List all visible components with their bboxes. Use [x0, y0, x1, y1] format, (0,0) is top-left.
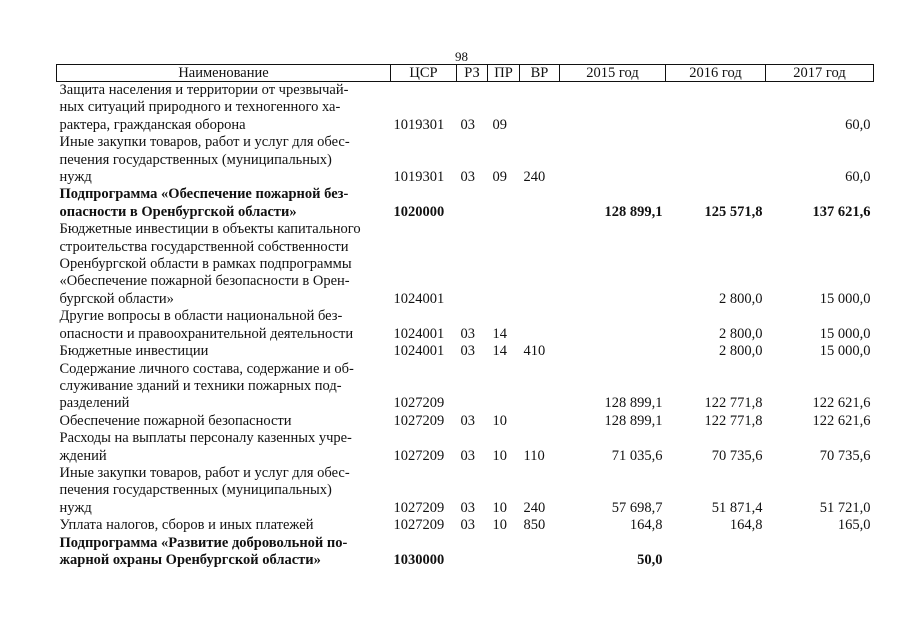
rz-cell: 03	[460, 412, 475, 429]
budget-table	[56, 64, 874, 569]
header-vr: ВР	[520, 65, 560, 82]
pr-cell	[488, 221, 520, 308]
pr-cell	[488, 361, 520, 413]
csr-cell: 1024001	[393, 343, 445, 360]
csr-cell: 1020000	[393, 203, 445, 220]
vr-cell	[520, 361, 560, 413]
vr-cell: 410	[523, 343, 546, 360]
row-name-line: печения государственных (муниципальных)	[59, 151, 332, 168]
value-2016-cell: 122 771,8	[704, 412, 763, 429]
rz-cell: 03	[460, 517, 475, 534]
vr-cell	[520, 82, 560, 135]
pr-cell: 09	[492, 116, 507, 133]
value-2015-cell: 164,8	[629, 517, 663, 534]
rz-cell	[457, 535, 488, 570]
header-csr: ЦСР	[391, 65, 457, 82]
value-2016-cell	[666, 535, 766, 570]
rz-cell: 03	[460, 116, 475, 133]
row-name-cell	[57, 465, 391, 517]
value-2016-cell: 2 800,0	[719, 290, 763, 307]
csr-cell: 1027209	[393, 499, 445, 516]
value-2015-cell	[560, 134, 666, 186]
rz-cell	[457, 361, 488, 413]
row-name-cell	[57, 343, 391, 360]
table-row	[57, 430, 874, 465]
row-name-line: печения государственных (муниципальных)	[59, 482, 332, 499]
row-name-line: нужд	[59, 169, 92, 186]
value-2017-cell	[766, 535, 874, 570]
row-name-line: Оренбургской области в рамках подпрограммы	[59, 256, 352, 273]
value-2016-cell: 70 735,6	[711, 447, 763, 464]
table-row	[57, 308, 874, 343]
value-2016-cell: 2 800,0	[719, 343, 763, 360]
rz-cell: 03	[460, 499, 475, 516]
vr-cell: 240	[523, 169, 546, 186]
csr-cell: 1024001	[393, 325, 445, 342]
value-2017-cell: 122 621,6	[812, 412, 871, 429]
pr-cell	[488, 186, 520, 221]
row-name-cell	[57, 308, 391, 343]
csr-cell: 1030000	[393, 551, 445, 568]
value-2016-cell: 51 871,4	[711, 499, 763, 516]
csr-cell: 1027209	[393, 412, 445, 429]
vr-cell: 850	[523, 517, 546, 534]
value-2017-cell: 165,0	[837, 517, 871, 534]
header-2015: 2015 год	[560, 65, 666, 82]
row-name-line: разделений	[59, 395, 130, 412]
value-2017-cell: 122 621,6	[812, 395, 871, 412]
csr-cell: 1024001	[393, 290, 445, 307]
csr-cell: 1019301	[393, 169, 445, 186]
pr-cell: 10	[492, 447, 507, 464]
value-2017-cell: 137 621,6	[812, 203, 871, 220]
value-2015-cell	[560, 221, 666, 308]
table-row	[57, 517, 874, 534]
value-2015-cell: 57 698,7	[611, 499, 663, 516]
row-name-cell	[57, 430, 391, 465]
vr-cell: 110	[523, 447, 545, 464]
row-name-line: Бюджетные инвестиции	[59, 343, 209, 360]
vr-cell	[520, 221, 560, 308]
vr-cell	[520, 413, 560, 430]
row-name-line: опасности и правоохранительной деятельности	[59, 325, 354, 342]
table-row	[57, 535, 874, 570]
table-row	[57, 361, 874, 413]
row-name-cell	[57, 221, 391, 308]
row-name-line: Уплата налогов, сборов и иных платежей	[59, 517, 314, 534]
table-header-row	[57, 65, 874, 82]
value-2017-cell: 15 000,0	[819, 290, 871, 307]
value-2016-cell: 2 800,0	[719, 325, 763, 342]
table-row	[57, 221, 874, 308]
row-name-cell	[57, 517, 391, 534]
pr-cell: 14	[492, 343, 507, 360]
csr-cell: 1027209	[393, 447, 445, 464]
row-name-line: Содержание личного состава, содержание и об-	[59, 360, 354, 377]
value-2017-cell: 15 000,0	[819, 325, 871, 342]
value-2017-cell: 60,0	[845, 169, 871, 186]
rz-cell	[457, 221, 488, 308]
csr-cell: 1019301	[393, 116, 445, 133]
table-row	[57, 465, 874, 517]
value-2017-cell: 15 000,0	[819, 343, 871, 360]
row-name-line: Подпрограмма «Обеспечение пожарной без-	[59, 186, 349, 203]
pr-cell: 14	[492, 325, 507, 342]
row-name-cell	[57, 134, 391, 186]
row-name-line: Защита населения и территории от чрезвычай-	[59, 82, 349, 98]
row-name-cell	[57, 186, 391, 221]
value-2015-cell: 128 899,1	[604, 395, 663, 412]
row-name-line: «Обеспечение пожарной безопасности в Орен-	[59, 273, 350, 290]
table-row	[57, 186, 874, 221]
header-2017: 2017 год	[766, 65, 874, 82]
value-2016-cell: 164,8	[729, 517, 763, 534]
header-2016: 2016 год	[666, 65, 766, 82]
vr-cell	[520, 535, 560, 570]
row-name-line: Подпрограмма «Развитие добровольной по-	[59, 534, 348, 551]
page-number: 98	[455, 49, 468, 64]
table-row	[57, 413, 874, 430]
row-name-line: опасности в Оренбургской области»	[59, 203, 297, 220]
pr-cell: 09	[492, 169, 507, 186]
rz-cell: 03	[460, 169, 475, 186]
value-2017-cell: 70 735,6	[819, 447, 871, 464]
value-2016-cell: 122 771,8	[704, 395, 763, 412]
value-2015-cell	[560, 82, 666, 135]
header-name: Наименование	[57, 65, 391, 82]
pr-cell: 10	[492, 412, 507, 429]
row-name-line: Иные закупки товаров, работ и услуг для обес-	[59, 134, 350, 151]
value-2015-cell: 71 035,6	[611, 447, 663, 464]
vr-cell: 240	[523, 499, 546, 516]
header-pr: ПР	[488, 65, 520, 82]
row-name-cell	[57, 413, 391, 430]
row-name-line: служивание зданий и техники пожарных под-	[59, 377, 342, 394]
row-name-line: Бюджетные инвестиции в объекты капитального	[59, 221, 361, 238]
row-name-cell	[57, 361, 391, 413]
header-rz: РЗ	[457, 65, 488, 82]
rz-cell: 03	[460, 447, 475, 464]
rz-cell: 03	[460, 343, 475, 360]
table-body	[57, 82, 874, 570]
table-row	[57, 134, 874, 186]
value-2015-cell: 128 899,1	[604, 412, 663, 429]
row-name-line: рактера, гражданская оборона	[59, 116, 246, 133]
value-2015-cell	[560, 343, 666, 360]
value-2015-cell: 128 899,1	[604, 203, 663, 220]
value-2017-cell: 51 721,0	[819, 499, 871, 516]
pr-cell: 10	[492, 499, 507, 516]
row-name-line: Иные закупки товаров, работ и услуг для обес-	[59, 464, 350, 481]
row-name-line: Расходы на выплаты персоналу казенных учре-	[59, 430, 352, 447]
row-name-line: нужд	[59, 499, 92, 516]
value-2016-cell	[666, 134, 766, 186]
vr-cell	[520, 186, 560, 221]
vr-cell	[520, 308, 560, 343]
table-row	[57, 343, 874, 360]
value-2017-cell: 60,0	[845, 116, 871, 133]
row-name-line: Другие вопросы в области национальной без-	[59, 308, 343, 325]
csr-cell: 1027209	[393, 395, 445, 412]
table-row	[57, 82, 874, 135]
rz-cell	[457, 186, 488, 221]
rz-cell: 03	[460, 325, 475, 342]
row-name-line: ждений	[59, 447, 107, 464]
row-name-line: строительства государственной собственности	[59, 238, 349, 255]
value-2015-cell	[560, 308, 666, 343]
value-2016-cell	[666, 82, 766, 135]
row-name-line: бургской области»	[59, 290, 174, 307]
pr-cell	[488, 535, 520, 570]
csr-cell: 1027209	[393, 517, 445, 534]
row-name-line: Обеспечение пожарной безопасности	[59, 412, 292, 429]
pr-cell: 10	[492, 517, 507, 534]
value-2016-cell: 125 571,8	[704, 203, 763, 220]
row-name-cell	[57, 535, 391, 570]
row-name-cell	[57, 82, 391, 135]
row-name-line: жарной охраны Оренбургской области»	[59, 551, 321, 568]
value-2015-cell: 50,0	[637, 551, 663, 568]
row-name-line: ных ситуаций природного и техногенного ха-	[59, 99, 341, 116]
